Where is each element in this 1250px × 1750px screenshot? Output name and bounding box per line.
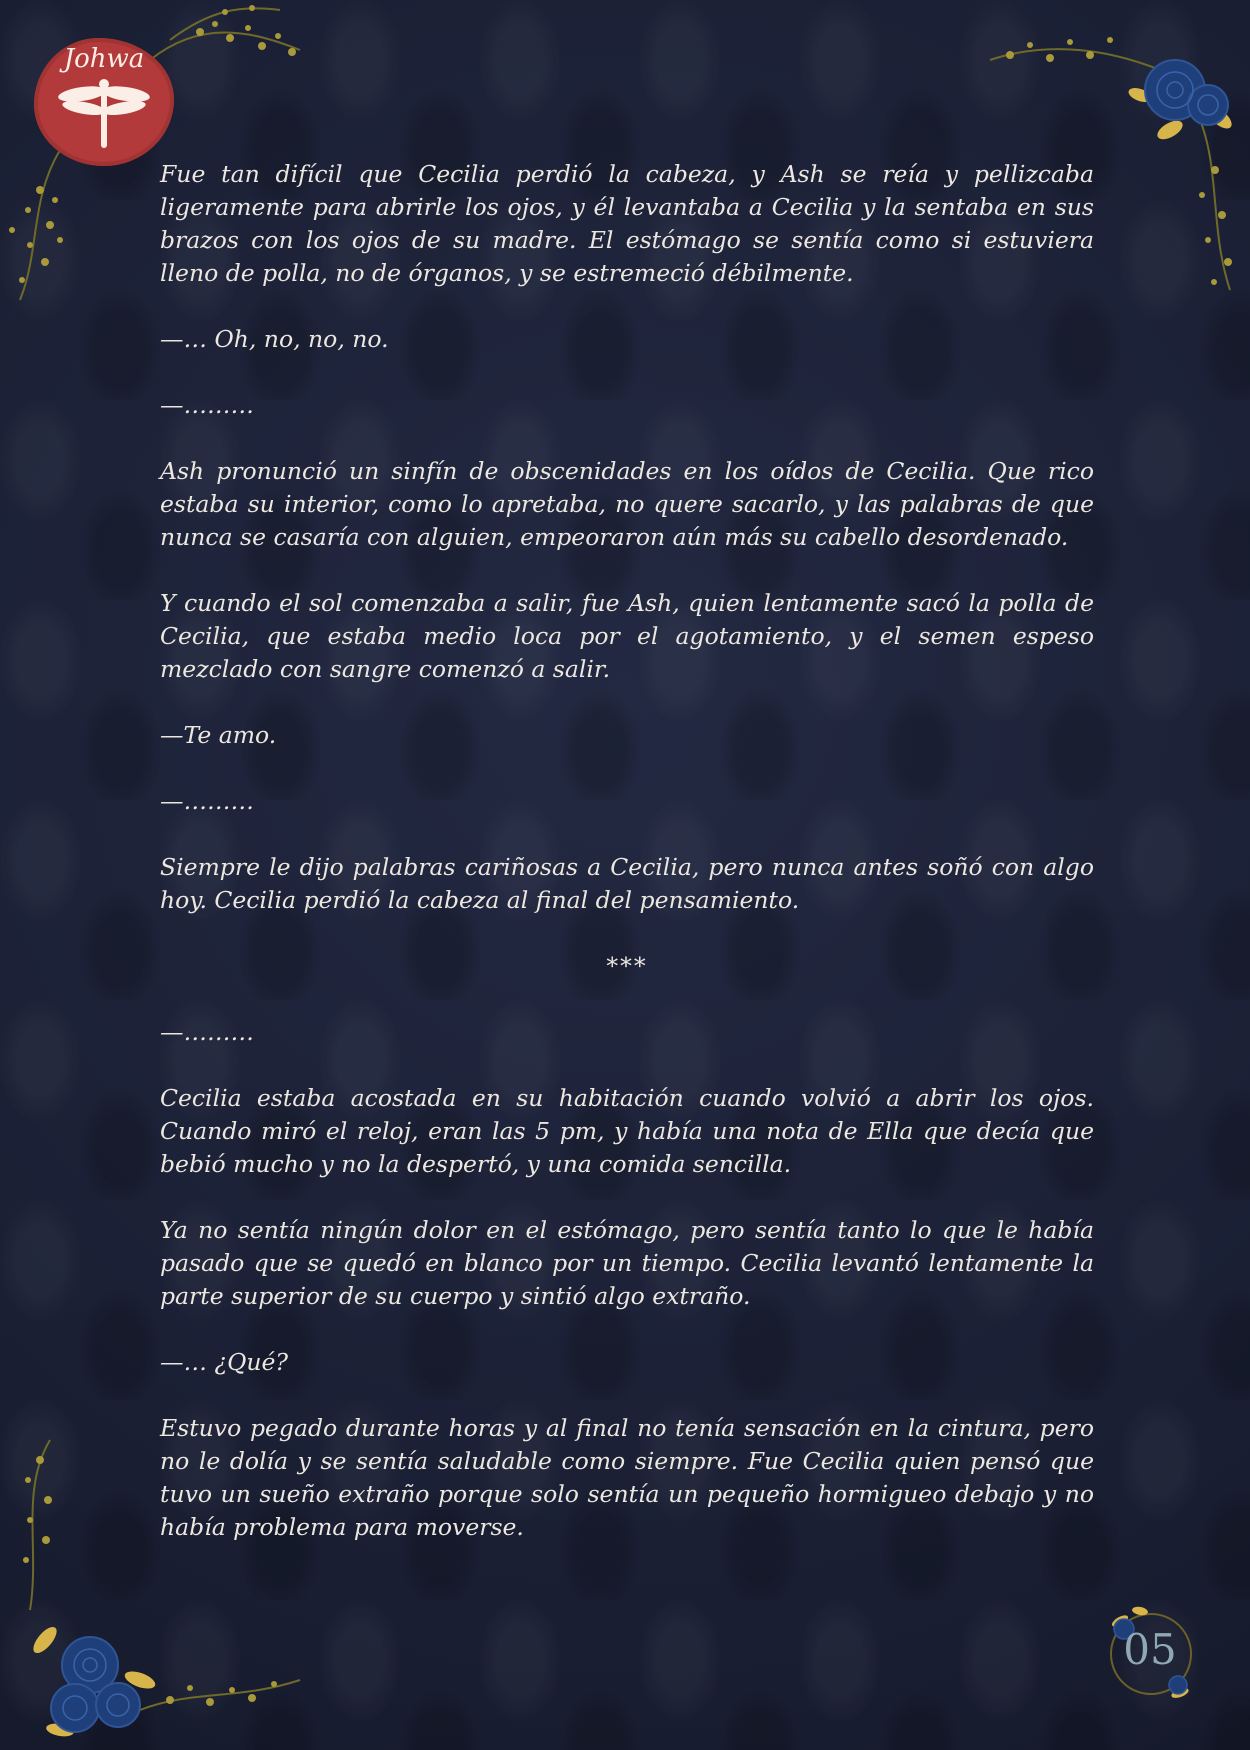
paragraph: Ash pronunció un sinfín de obscenidades en los oídos de Cecilia. Que rico estaba su interior, como lo apretaba, no quere sacarlo, y las palabras de que nunca se casaría con alguien, empeoraron aún más su cabello desordenado. (160, 457, 1094, 551)
paragraph: Cecilia estaba acostada en su habitación cuando volvió a abrir los ojos. Cuando miró el reloj, eran las 5 pm, y había una nota de Ella que decía que bebió mucho y no la despertó, y una comida sencilla. (160, 1084, 1094, 1178)
dialogue-line: —… ¿Qué? (160, 1348, 288, 1376)
story-text (160, 158, 1094, 1577)
dialogue-line: —……… (160, 1018, 254, 1046)
dialogue-line: —Te amo. (160, 721, 277, 749)
paragraph: Estuvo pegado durante horas y al final no tenía sensación en la cintura, pero no le dolía y se sentía saludable como siempre. Fue Cecilia quien pensó que tuvo un sueño extraño porque solo sentía un pequeño hormigueo debajo y no había problema para moverse. (160, 1414, 1094, 1541)
paragraph: Fue tan difícil que Cecilia perdió la cabeza, y Ash se reía y pellizcaba ligeramente para abrirle los ojos, y él levantaba a Cecilia y la sentaba en sus brazos con los ojos de su madre. El estómago se sentía como si estuviera lleno de polla, no de órganos, y se estremeció débilmente. (160, 160, 1094, 287)
brand-logo (34, 38, 174, 166)
dialogue-line: —… Oh, no, no, no. (160, 325, 389, 353)
paragraph: Y cuando el sol comenzaba a salir, fue Ash, quien lentamente sacó la polla de Cecilia, que estaba medio loca por el agotamiento, y el semen espeso mezclado con sangre comenzó a salir. (160, 589, 1094, 683)
dragonfly-icon (54, 76, 154, 156)
logo-text: Johwa (63, 44, 145, 74)
dialogue-line: —……… (160, 787, 254, 815)
scene-separator: *** (606, 952, 648, 980)
page-number: 05 (1123, 1625, 1177, 1674)
page-number-badge (1100, 1603, 1200, 1703)
dialogue-line: —……… (160, 391, 254, 419)
paragraph: Ya no sentía ningún dolor en el estómago, pero sentía tanto lo que le había pasado que se quedó en blanco por un tiempo. Cecilia levantó lentamente la parte superior de su cuerpo y sintió algo extraño. (160, 1216, 1094, 1310)
paragraph: Siempre le dijo palabras cariñosas a Cecilia, pero nunca antes soñó con algo hoy. Cecilia perdió la cabeza al final del pensamiento. (160, 853, 1094, 914)
